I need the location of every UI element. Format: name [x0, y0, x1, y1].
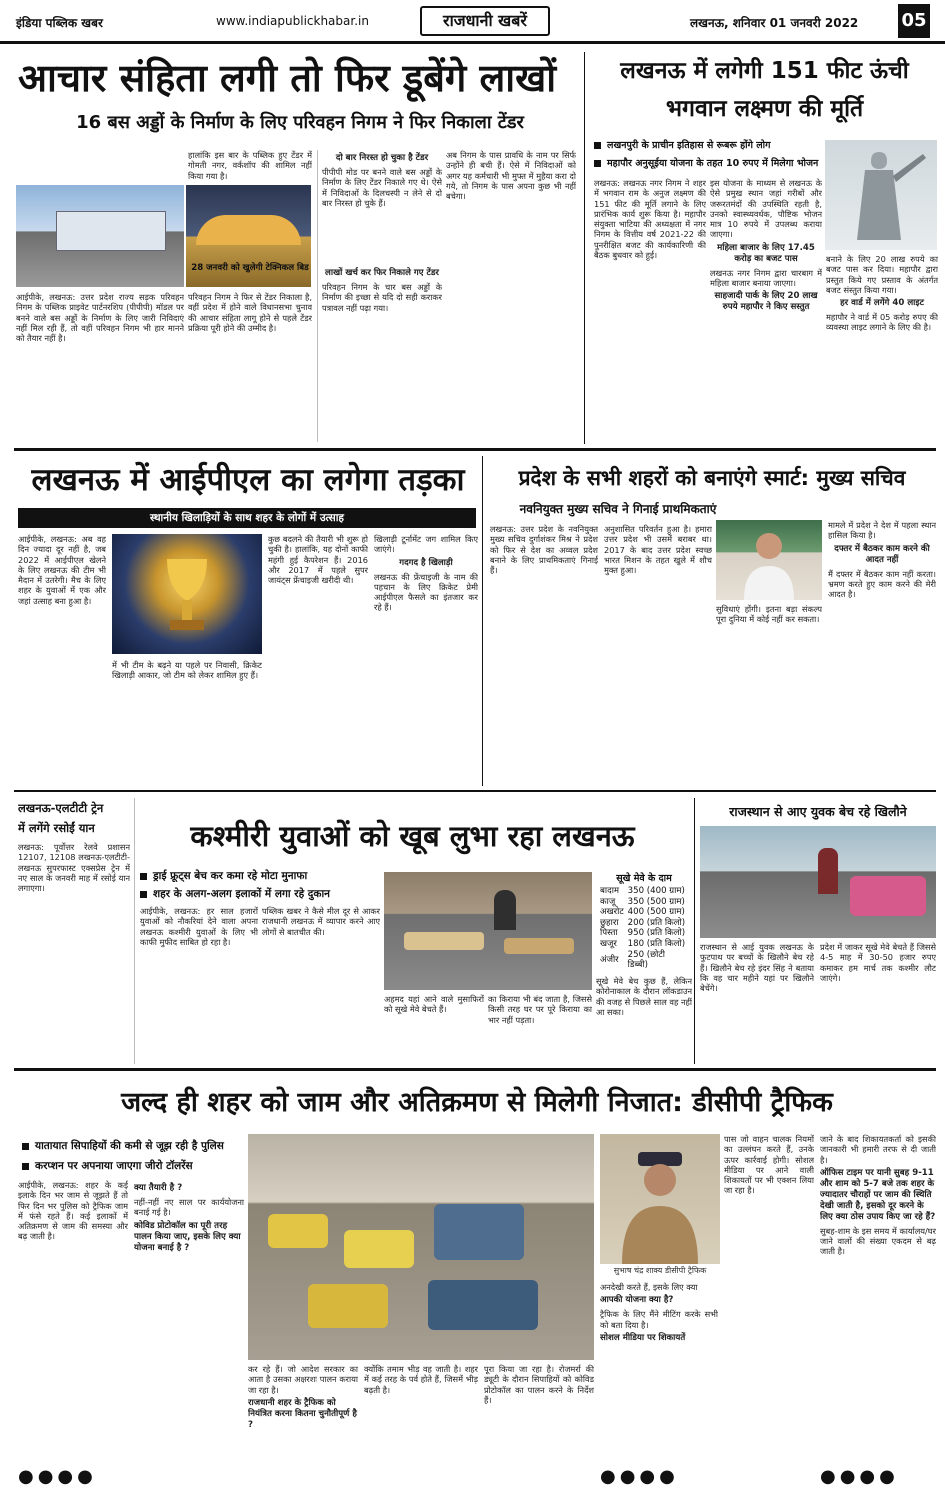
story2-col1: लखनऊ: लखनऊ नगर निगम ने शहर में भगवान राम के अनुज लक्ष्मण की 151 फीट की मूर्ति लगाने के लिए प्रारंभिक कार्य शुरू किया है। महापौर संयुक्ता भाटिया की अध्यक्षता में नगर निगम के वित्तीय वर्ष 2021-22 की पुनरीक्षित बजट की कार्यकारिणी की बैठक बुधवार को हुई। — [594, 178, 706, 261]
story4-subhead2: दफ्तर में बैठकर काम करने की आदत नहीं — [834, 543, 930, 565]
story4-col4: मामले में प्रदेश ने देश में पहला स्थान हासिल किया है। दफ्तर में बैठकर काम करने की आदत नहीं मैं दफ्तर में बैठकर काम नहीं करता। भ्रमण करते हुए काम करने की मेरी आदत है। — [828, 520, 936, 600]
story2-subhead3: हर वार्ड में लगेंगे 40 लाइट — [840, 298, 924, 309]
story3-subhead2: गदगद है खिलाड़ी — [399, 557, 453, 568]
price-table-item: काजू — [600, 896, 616, 907]
price-table-price: 400 (500 ग्राम) — [627, 907, 685, 918]
website-url[interactable]: www.indiapublickhabar.in — [216, 14, 369, 28]
story8-q1: क्या तैयारी है ? — [134, 1183, 183, 1193]
story8-col1: आईपीके, लखनऊ: शहर के कई इलाके दिन भर जाम से जूझते हैं तो फिर दिन भर पुलिस को ट्रैफिक जाम में फंसे रहते हैं। कई इलाकों में अतिक्रमण से जाम की समस्या और बढ़ जाती है। — [18, 1180, 128, 1242]
publication-name: इंडिया पब्लिक खबर — [16, 16, 103, 30]
story8-col8: जाने के बाद शिकायतकर्ता को इसकी जानकारी भी हमारी तरफ से दी जाती है। ऑफिस टाइम पर यानी सुबह 9-11 और शाम को 5-7 बजे तक शहर के ज्यादातर चौराहों पर जाम की स्थिति देखी जाती है, इसको दूर करने के लिए क्या ठोस उपाय किए जा रहे हैं? सुबह-शाम के इस समय में कार्यालय/घर जाने वालों की संख्या एकदम से बढ़ जाती है। — [820, 1134, 936, 1257]
issue-date: लखनऊ, शनिवार 01 जनवरी 2022 — [690, 16, 859, 30]
price-table-item: बादाम — [600, 886, 620, 896]
price-table-price: 950 (प्रति किलो) — [627, 928, 686, 939]
story2-subhead2: साहजादी पार्क के लिए 20 लाख रुपये महापौर ने किए सस्तुत — [714, 291, 818, 313]
story1-subhead2: 28 जनवरी को खुलेगी टेक्निकल बिड — [191, 263, 309, 273]
section-rule — [14, 790, 936, 792]
story6-col5: सूखे मेवे बेच कुछ हैं, लेकिन कोरोनाकाल के दौरान लॉकडाउन की वजह से पिछले साल वह नहीं आ सका। — [596, 976, 692, 1017]
story8-bullet-2-text: करप्शन पर अपनाया जाएगा जीरो टॉलरेंस — [35, 1160, 193, 1172]
section-rule — [14, 1068, 936, 1071]
column-divider — [134, 798, 135, 1064]
footer-dots-right: ●●●● — [820, 1466, 899, 1487]
story2-col2: इस योजना के माध्यम से लखनऊ के ऐसे प्रमुख स्थान जहां गरीबों और जरूरतमंदों की उपस्थिति रहती है, उनको स्वास्थ्यवर्धक, पौष्टिक भोजन मात्र 10 रुपये में उपलब्ध कराया जाएगा। महिला बाजार के लिए 17.45 करोड़ का बजट पास लखनऊ नगर निगम द्वारा चारबाग में महिला बाजार बनाया जाएगा। साहजादी पार्क के लिए 20 लाख रुपये महापौर ने किए सस्तुत — [710, 178, 822, 313]
story1-col3: दो बार निरस्त हो चुका है टेंडर पीपीपी मोड पर बनने वाले बस अड्डों के निर्माण के लिए टेंडर निकाले गए थे। ऐसे में निविदाओं के दिलचस्पी न लेने से दो बार निरस्त हो चुके हैं। लाखों खर्च कर फिर निकाले गए टेंडर परिवहन निगम के चार बस अड्डों के निर्माण की इच्छा से यदि दो सही कराकर पत्रावल नहीं पढ़ा गया। — [322, 153, 442, 313]
story5-body: लखनऊ: पूर्वोत्तर रेलवे प्रशासन 12107, 12108 लखनऊ-एलटीटी-लखनऊ सुपरफास्ट एक्सप्रेस ट्रेन में नए साल के जनवरी माह में रसोई यान लगाएगा। — [18, 842, 130, 894]
story6-col3: अहमद यहां आने वाले मुसाफिरों को सूखे मेवे बेचते हैं। — [384, 994, 484, 1015]
story6-col4: का किराया भी बंद जाता है, जिससे किसी तरह घर पर पूरे किराया का भार नहीं पड़ता। — [488, 994, 592, 1025]
story8-headline: जल्द ही शहर को जाम और अतिक्रमण से मिलेगी निजात: डीसीपी ट्रैफिक — [121, 1087, 833, 1118]
officer-illustration — [600, 1134, 720, 1264]
price-table-price: 350 (500 ग्राम) — [627, 896, 685, 907]
story2-bullet-1 — [594, 136, 824, 156]
story4-col2: अनुशासित परिवर्तन हुआ है। हमारा उत्तर प्रदेश भी उसमें बराबर था। 2017 के बाद उत्तर प्रदेश स्वच्छ भारत मिशन के तहत खुले में शौच मुक्त हुआ। — [604, 524, 712, 576]
story5-headline-line1: लखनऊ-एलटीटी ट्रेन — [18, 801, 104, 815]
price-table-item: अखरोट — [600, 907, 624, 918]
story8-col2: क्या तैयारी है ? नहीं-नहीं नए साल पर कार्ययोजना बनाई गई है। कोविड प्रोटोकॉल का पूरी तरह पालन किया जाए, इसके लिए क्या योजना बनाई है ? — [134, 1183, 244, 1253]
story8-bullet-1 — [22, 1136, 237, 1156]
story8-subhead3: सोशल मीडिया पर शिकायतें — [600, 1332, 686, 1343]
story8-bullet-1-text: यातायात सिपाहियों की कमी से जूझ रही है पुलिस — [35, 1140, 224, 1152]
price-table-row — [598, 950, 690, 971]
story3-headline: लखनऊ में आईपीएल का लगेगा तड़का — [31, 462, 465, 498]
price-table-item: पिस्ता — [600, 928, 618, 939]
column-rule — [482, 456, 483, 786]
story8-subhead1: कोविड प्रोटोकॉल का पूरी तरह पालन किया जाए, इसके लिए क्या योजना बनाई है ? — [134, 1220, 241, 1253]
price-table-price: 250 (छोटी डिब्बी) — [627, 949, 665, 971]
statue-illustration — [825, 140, 937, 250]
story8-subhead2: राजधानी शहर के ट्रैफिक को नियंत्रित करना कितना चुनौतीपूर्ण है ? — [248, 1397, 357, 1430]
section-title: राजधानी खबरें — [420, 6, 550, 36]
story1-col4: अब निगम के पास प्रावधि के नाम पर सिर्फ उन्होंने ही बची हैं। ऐसे में निविदाओं को अगर यह कर्मचारी भी मुफ्त में मुहैया करा दो गये, तो निगम के पास अपना कुछ भी नहीं बचेगा। — [446, 150, 576, 202]
page-header — [0, 0, 945, 44]
story6-bullet-1-text: ड्राई फ्रूट्स बेच कर कमा रहे मोटा मुनाफा — [153, 870, 308, 882]
story7-headline: राजस्थान से आए युवक बेच रहे खिलौने — [729, 804, 907, 819]
story2-bullet-2 — [594, 154, 824, 174]
price-table-row — [598, 886, 690, 897]
price-table-title: सूखे मेवे के दाम — [616, 873, 672, 884]
price-table-price: 350 (400 ग्राम) — [627, 886, 685, 896]
price-table-row — [598, 939, 690, 950]
dcp-photo-caption: सुभाष चंद्र शाक्य डीसीपी ट्रैफिक — [613, 1266, 707, 1275]
footer-dots-left: ●●●● — [18, 1466, 97, 1487]
story8-col5: पूरा किया जा रहा है। रोजमर्रा की ड्यूटी के दौरान सिपाहियों को कोविड प्रोटोकॉल का पालन करने के निर्देश हैं। — [484, 1364, 594, 1405]
story1-subhead: 16 बस अड्डों के निर्माण के लिए परिवहन निगम ने फिर निकाला टेंडर — [76, 112, 524, 133]
price-table-item: छुहारा — [600, 917, 619, 928]
story5-headline-line2: में लगेंगे रसोईं यान — [18, 821, 95, 835]
story8-col4: क्योंकि तमाम भीड़ वह जाती है। शहर में कई तरह के पर्व होते हैं, जिसमें भीड़ बढ़ती है। — [364, 1364, 478, 1395]
story2-col3: बनाने के लिए 20 लाख रुपये का बजट पास कर दिया। महापौर द्वारा प्रस्तुत किये गए प्रस्ताव के अंतर्गत बजट संस्तुत किया गया। हर वार्ड में लगेंगे 40 लाइट महापौर ने वार्ड में 05 करोड़ रुपए की व्यवस्था लाइट लगाने के लिए की है। — [826, 254, 938, 333]
story8-q2: आपकी योजना क्या है? — [600, 1295, 674, 1306]
story1-headline: आचार संहिता लगी तो फिर डूबेंगे लाखों — [18, 56, 557, 100]
story4-col3: सुविधाएं होंगी। इतना बड़ा संकल्प पूरा दुनिया में कोई नहीं कर सकता। — [716, 604, 822, 625]
bus-station-photo-1 — [16, 185, 184, 287]
dry-fruit-vendor-photo — [384, 872, 592, 990]
story3-col2: में भी टीम के बढ़ने या पहले पर निवासी, क्रिकेट खिलाड़ी आकार, जो टीम को लेकर शामिल हुए हैं। — [112, 660, 262, 681]
ipl-trophy-photo — [112, 534, 262, 654]
story2-headline-line2: भगवान लक्ष्मण की मूर्ति — [665, 96, 864, 122]
price-table-price: 200 (प्रति किलो) — [627, 917, 686, 928]
story7-col2: प्रदेश में जाकर सूखे मेवे बेचते हैं जिससे 4-5 माह में 30-50 हजार रुपए कमाकर हम मार्च तक कश्मीर लौट जाएंगे। — [820, 942, 936, 983]
section-rule — [14, 448, 936, 451]
story2-bullet-2-text: महापौर अनुसूईया योजना के तहत 10 रुपए में मिलेगा भोजन — [607, 158, 819, 169]
story3-col3: कुछ बदलने की तैयारी भी शुरू हो चुकी है। हालांकि, यह दोनों काफी महंगी हुई कैपरेशन हैं। 2016 और 2017 में पहले सुपर जायंट्स फ्रेंचाइजी खरीदी थी। — [268, 534, 368, 586]
price-table-row — [598, 928, 690, 939]
price-table-row — [598, 918, 690, 929]
story2-headline-line1: लखनऊ में लगेगी 151 फीट ऊंची — [620, 58, 909, 84]
page-number: 05 — [898, 4, 930, 38]
story8-col7: पास जो वाहन चालक नियमों का उल्लंघन करते हैं, उनके ऊपर कार्रवाई होगी। सोशल मीडिया पर आने वाली शिकायतों पर भी एक्शन लिया जा रहा है। — [724, 1134, 814, 1196]
price-table-price: 180 (प्रति किलो) — [627, 938, 686, 949]
story8-bullet-2 — [22, 1156, 237, 1176]
dcp-traffic-photo — [600, 1134, 720, 1264]
laxman-statue-photo — [825, 140, 937, 250]
person-illustration — [716, 520, 822, 600]
traffic-jam-photo — [248, 1134, 594, 1360]
story3-col4: खिलाड़ी टूर्नामेंट जग शामिल किए जाएंगे। गदगद है खिलाड़ी लखनऊ की फ्रेंचाइजी के नाम की पहचान के लिए क्रिकेट प्रेमी आईपीएल फैसले का इंतजार कर रहे हैं। — [374, 534, 478, 613]
footer-dots-middle: ●●●● — [600, 1466, 679, 1487]
story1-subhead3: दो बार निरस्त हो चुका है टेंडर — [335, 153, 429, 163]
story6-bullet-2-text: शहर के अलग-अलग इलाकों में लगा रहे दुकान — [153, 888, 330, 900]
story8-col3: कर रहे हैं। जो आदेश सरकार का आता है उसका अक्षरशः पालन कराया जा रहा है। राजधानी शहर के ट्रैफिक को नियंत्रित करना कितना चुनौतीपूर्ण है ? — [248, 1364, 358, 1430]
price-table-item: अंजीर — [600, 954, 619, 965]
price-table-row — [598, 897, 690, 908]
story3-col1: आईपीके, लखनऊ: अब वह दिन ज्यादा दूर नहीं है, जब 2022 में आईपीएल खेलने के लिए लखनऊ की टीम भी मैदान में उतरेगी। मैच के लिए शहर के युवाओं में एक और जहां उत्साह बना हुआ है। — [18, 534, 106, 606]
story6-headline: कश्मीरी युवाओं को खूब लुभा रहा लखनऊ — [190, 819, 635, 853]
story6-col2: पब्लिक खबर ने कैसे मील दूर से आकर राजधानी लखनऊ में व्यापार करने आए लोगों से बातचीत की। — [262, 906, 380, 937]
story1-col2: परिवहन निगम ने फिर से टेंडर निकाला है, वहीं प्रदेश में होने वाले विधानसभा चुनाव की आचार संहिता लागू होने से पहले टेंडर प्रक्रिया पूरी होने की उम्मीद है। — [188, 292, 312, 333]
story1-lead: आईपीके, लखनऊ: उत्तर प्रदेश राज्य सड़क परिवहन निगम के पब्लिक प्राइवेट पार्टनरशिप (पीपीपी) मॉडल पर बनने वाले बस अड्डों के निर्माण के लिए जारी निविदाएं नहीं मिल रही हैं, तो वहीं परिवहन निगम भी हार मानने को तैयार नहीं है। — [16, 292, 184, 344]
story4-subhead: नवनियुक्त मुख्य सचिव ने गिनाई प्राथमिकताएं — [519, 502, 717, 516]
story7-col1: राजस्थान से आई युवक लखनऊ के फुटपाथ पर बच्चों के खिलौने बेच रहे हैं। खिलौने बेच रहे इंदर सिंह ने बताया कि वह चार महीने यहां पर खिलौने बेचेंगे। — [700, 942, 814, 994]
price-table-item: खजूर — [600, 938, 617, 949]
story4-headline: प्रदेश के सभी शहरों को बनाएंगे स्मार्ट: मुख्य सचिव — [518, 466, 906, 490]
story2-bullet-1-text: लखनपुरी के प्राचीन इतिहास से रूबरू होंगे लोग — [607, 140, 771, 151]
story8-col6: अनदेखी करते हैं, इसके लिए क्या आपकी योजना क्या है? ट्रैफिक के लिए मैंने मीटिंग करके सभी को बता दिया है। सोशल मीडिया पर शिकायतें — [600, 1282, 718, 1343]
column-rule — [694, 798, 695, 1064]
column-divider — [317, 150, 318, 442]
column-rule — [584, 52, 585, 444]
story2-subhead1: महिला बाजार के लिए 17.45 करोड़ का बजट पास — [717, 242, 815, 264]
price-table-row — [598, 907, 690, 918]
story3-subhead: स्थानीय खिलाड़ियों के साथ शहर के लोगों में उत्साह — [18, 508, 476, 528]
dry-fruit-price-table — [598, 872, 690, 972]
story8-subhead4: ऑफिस टाइम पर यानी सुबह 9-11 और शाम को 5-7 बजे तक शहर के ज्यादातर चौराहों पर जाम की स्थिति देखी जाती है, इसको दूर करने के लिए क्या ठोस उपाय किए जा रहे हैं? — [820, 1167, 936, 1222]
price-table — [598, 886, 690, 971]
story1-subhead4: लाखों खर्च कर फिर निकाले गए टेंडर — [325, 268, 439, 279]
story4-col1: लखनऊ: उत्तर प्रदेश के नवनियुक्त मुख्य सचिव दुर्गाशंकर मिश्र ने प्रदेश को फिर से देश का अव्वल प्रदेश बनाने के लिए प्राथमिकताएं गिनाई हैं। — [490, 524, 598, 576]
chief-secretary-photo — [716, 520, 822, 600]
toy-seller-photo — [700, 826, 936, 938]
story6-col1: आईपीके, लखनऊ: हर साल हजारों युवाओं को नौकरियां देने वाला अपना लखनऊ कश्मीरी युवाओं के लिए भी काफी मुफीद साबित हो रहा है। — [140, 906, 258, 947]
trophy-illustration — [112, 534, 262, 654]
